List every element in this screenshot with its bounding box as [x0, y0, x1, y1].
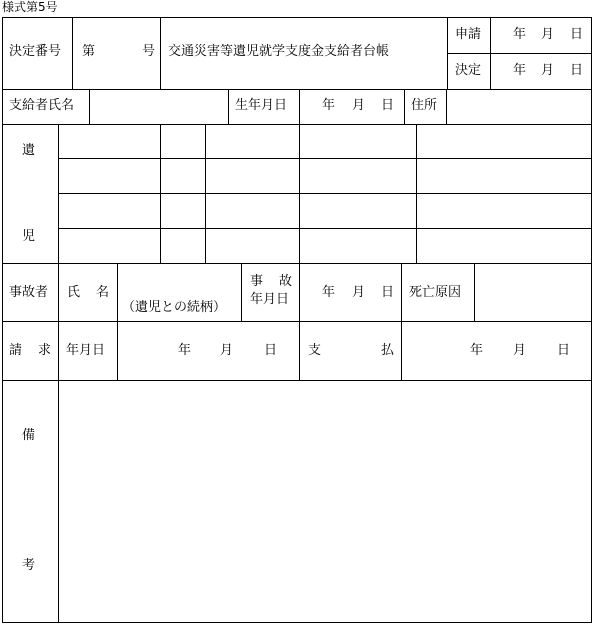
relation-to-orphan-label: （遺児との続柄）	[122, 300, 227, 315]
payment-label-2: 払	[381, 343, 395, 358]
form-number-label: 様式第5号	[2, 0, 58, 14]
accident-date-month: 月	[352, 285, 366, 300]
decision-label: 決定	[455, 63, 482, 78]
request-date-label: 年月日	[66, 343, 106, 358]
accident-date-day: 日	[381, 285, 395, 300]
decision-date-day: 日	[570, 63, 584, 78]
decision-date-month: 月	[541, 63, 555, 78]
accident-label-2: 故	[279, 274, 293, 289]
ledger-title: 交通災害等遺児就学支度金支給者台帳	[168, 44, 390, 59]
victim-name-label-2: 名	[96, 285, 110, 300]
application-date-month: 月	[541, 27, 555, 42]
birthdate-label: 生年月日	[235, 98, 288, 113]
request-label-1: 請	[9, 343, 23, 358]
application-date-day: 日	[570, 27, 584, 42]
decision-date-year: 年	[513, 63, 527, 78]
recipient-name-label: 支給者氏名	[9, 98, 75, 113]
request-date-year: 年	[178, 343, 192, 358]
victim-name-label-1: 氏	[67, 285, 81, 300]
birthdate-day: 日	[381, 98, 395, 113]
number-suffix: 号	[142, 44, 156, 59]
remarks-label-1: 備	[22, 428, 36, 443]
birthdate-year: 年	[322, 98, 336, 113]
orphan-label-top: 遺	[22, 143, 36, 158]
address-label: 住所	[411, 98, 438, 113]
accident-victim-label: 事故者	[9, 285, 49, 300]
accident-date-year: 年	[322, 285, 336, 300]
number-prefix: 第	[82, 44, 96, 59]
payment-label-1: 支	[308, 343, 322, 358]
payment-date-month: 月	[513, 343, 527, 358]
decision-number-label: 決定番号	[9, 44, 62, 59]
birthdate-month: 月	[352, 98, 366, 113]
orphan-label-bottom: 児	[22, 229, 36, 244]
payment-date-year: 年	[470, 343, 484, 358]
accident-date-label: 年月日	[250, 292, 290, 307]
remarks-label-2: 考	[22, 558, 36, 573]
request-date-month: 月	[220, 343, 234, 358]
accident-label-1: 事	[250, 274, 264, 289]
request-label-2: 求	[38, 343, 52, 358]
payment-date-day: 日	[557, 343, 571, 358]
request-date-day: 日	[264, 343, 278, 358]
application-date-year: 年	[513, 27, 527, 42]
cause-of-death-label: 死亡原因	[409, 285, 462, 300]
application-label: 申請	[455, 27, 482, 42]
